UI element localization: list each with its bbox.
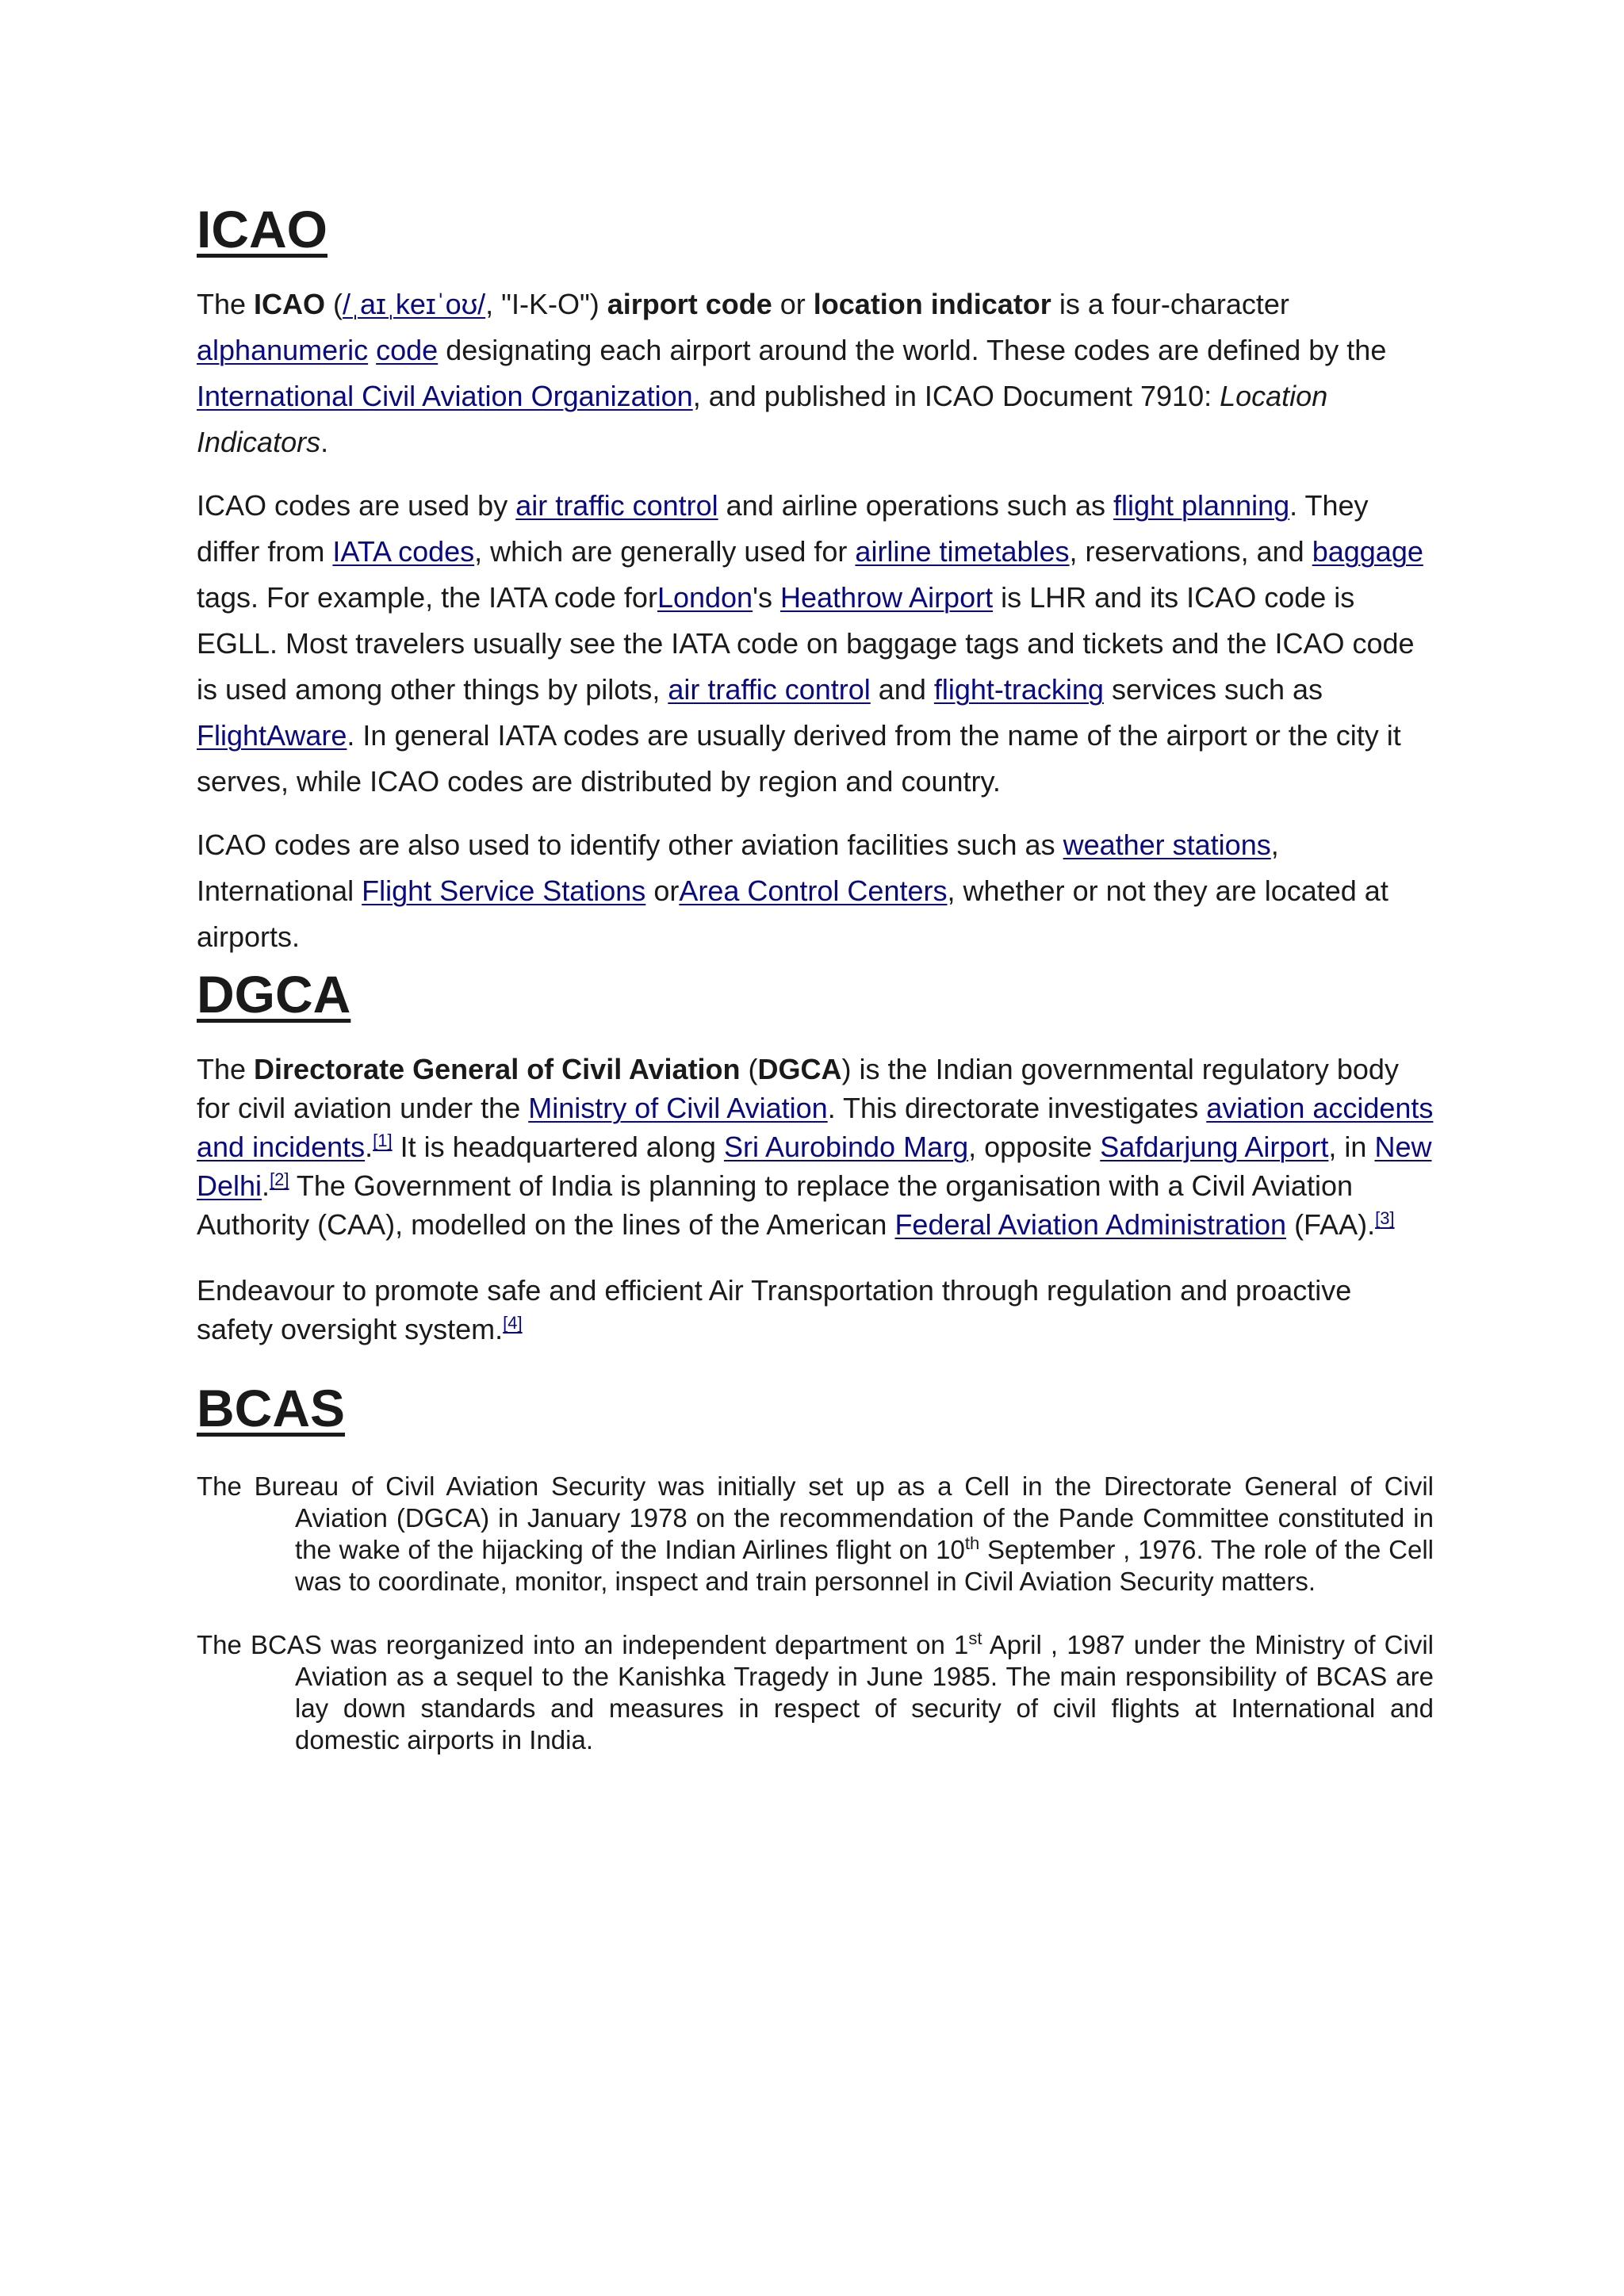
link-airline-timetables[interactable]: airline timetables [855,535,1070,568]
link-area-control-centers[interactable]: Area Control Centers [679,874,948,908]
dgca-heading: DGCA [197,965,351,1024]
link-safdarjung-airport[interactable]: Safdarjung Airport [1100,1131,1329,1164]
link-air-traffic-control[interactable]: air traffic control [515,489,718,522]
link-code[interactable]: code [376,334,439,367]
citation-3[interactable]: [3] [1375,1208,1395,1229]
link-pronunciation[interactable]: /ˌaɪˌkeɪˈoʊ/ [343,288,486,321]
link-flight-tracking[interactable]: flight-tracking [933,673,1104,706]
link-weather-stations[interactable]: weather stations [1063,828,1271,862]
dgca-paragraph-1: The Directorate General of Civil Aviation (DGCA) is the Indian governmental regulatory body for civil aviation under the Ministry of Civil Aviation. This directorate investigates aviation accidents and incidents.[1] It is headquartered along Sri Aurobindo Marg, opposite Safdarjung Airport, in New Delhi.[2] The Government of India is planning to replace the organisation with a Civil Aviation Authority (CAA), modelled on the lines of the American Federal Aviation Administration (FAA).[3] [197,1053,1434,1242]
bcas-section [197,1377,1434,1755]
link-iata-codes[interactable]: IATA codes [332,535,475,568]
dgca-paragraph-2: Endeavour to promote safe and efficient Air Transportation through regulation and proactive safety oversight system.[4] [197,1274,1352,1346]
link-heathrow-airport[interactable]: Heathrow Airport [779,581,994,614]
citation-4[interactable]: [4] [503,1313,523,1334]
link-aviation-accidents[interactable]: aviation accidents and incidents [197,1092,1434,1164]
link-new-delhi[interactable]: New Delhi [197,1131,1432,1203]
bcas-paragraph-2: The BCAS was reorganized into an independent department on 1st April , 1987 under the Ministry of Civil Aviation as a sequel to the Kanishka Tragedy in June 1985. The main responsibility of BCAS are lay down standards and measures in respect of security of civil flights at International and domestic airports in India. [197,1628,1434,1755]
dgca-section [197,963,1434,1349]
link-faa[interactable]: Federal Aviation Administration [894,1208,1287,1242]
link-sri-aurobindo-marg[interactable]: Sri Aurobindo Marg [723,1131,969,1164]
link-flightaware[interactable]: FlightAware [197,719,347,752]
icao-paragraph-3: ICAO codes are also used to identify other aviation facilities such as weather stations, International Flight Service Stations orArea Control Centers, whether or not they are located at airports. [197,828,1388,954]
icao-paragraph-2: ICAO codes are used by air traffic control and airline operations such as flight planning. They differ from IATA codes, which are generally used for airline timetables, reservations, and baggage tags. For example, the IATA code forLondon's Heathrow Airport is LHR and its ICAO code is EGLL. Most travelers usually see the IATA code on baggage tags and tickets and the ICAO code is used among other things by pilots, air traffic control and flight-tracking services such as FlightAware. In general IATA codes are usually derived from the name of the airport or the city it serves, while ICAO codes are distributed by region and country. [197,489,1423,798]
link-baggage[interactable]: baggage [1312,535,1423,568]
document-page [197,198,1434,1756]
bcas-paragraph-1: The Bureau of Civil Aviation Security was initially set up as a Cell in the Directorate General of Civil Aviation (DGCA) in January 1978 on the recommendation of the Pande Committee constituted in the wake of the hijacking of the Indian Airlines flight on 10th September , 1976. The role of the Cell was to coordinate, monitor, inspect and train personnel in Civil Aviation Security matters. [197,1471,1434,1596]
link-flight-planning[interactable]: flight planning [1113,489,1290,522]
icao-heading: ICAO [197,200,327,258]
icao-section [197,198,1434,960]
bcas-heading: BCAS [197,1379,346,1438]
citation-2[interactable]: [2] [270,1169,289,1190]
citation-1[interactable]: [1] [373,1131,393,1151]
link-london[interactable]: London [657,581,753,614]
link-alphanumeric[interactable]: alphanumeric [197,334,369,367]
link-flight-service-stations[interactable]: Flight Service Stations [362,874,646,908]
link-ministry-civil-aviation[interactable]: Ministry of Civil Aviation [528,1092,828,1125]
icao-paragraph-1: The ICAO (/ˌaɪˌkeɪˈoʊ/, "I-K-O") airport code or location indicator is a four-character alphanumeric code designating each airport around the world. These codes are defined by the International Civil Aviation Organization, and published in ICAO Document 7910: Location Indicators. [197,288,1387,459]
link-air-traffic-control-2[interactable]: air traffic control [668,673,871,706]
link-icao-organization[interactable]: International Civil Aviation Organization [197,380,693,413]
